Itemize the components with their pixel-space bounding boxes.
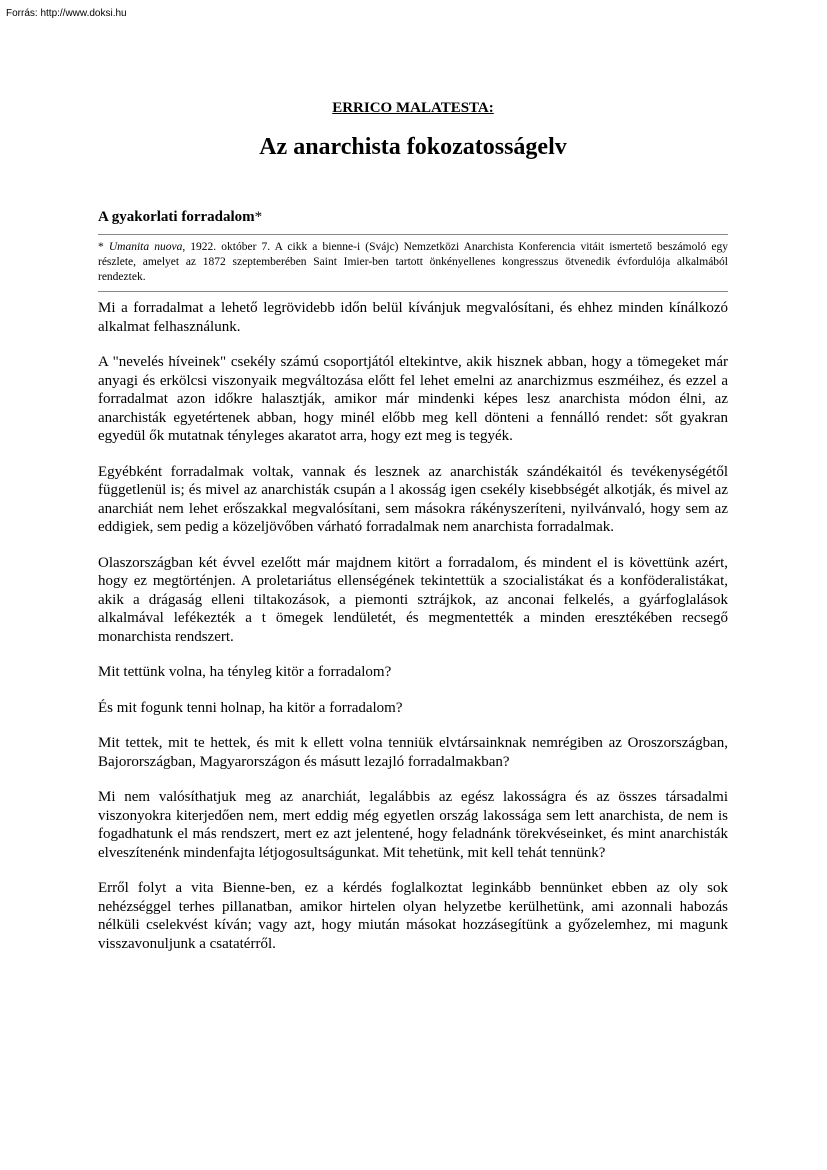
footnote-journal: Umanita nuova: [108, 241, 183, 253]
paragraph-3: Egyébként forradalmak voltak, vannak és lesznek az anarchisták szándékaitól és tevékenységétől függetlenül is; és mivel az anarchisták csupán a l akosság igen csekély kisebbségét alkotják, és mivel az anarchiát nem lehet erőszakkal megvalósítani, sem másokra rákényszeríteni, nyilvánvaló, hogy sem az eddigiek, sem pedig a közeljövőben várható forradalmak nem anarchista forradalmak.: [98, 463, 728, 535]
paragraph-4: Olaszországban két évvel ezelőtt már majdnem kitört a forradalom, és mindent el is követtünk azért, hogy ez megtörténjen. A proletariátus ellenségének tekintettük a szocialistákat és a konföderalistákat, akik a drágaság elleni tiltakozások, a piemonti sztrájkok, az anconai felkelés, a gyárfoglalások alkalmával lefékezték a t ömegek lendületét, és megmentették a minden eresztékében recsegő monarchista rendszert.: [98, 554, 728, 645]
footnote-text: , 1922. október 7. A cikk a bienne-i (Svájc) Nemzetközi Anarchista Konferencia vitáit ismertető beszámoló egy részlete, amelyet az 1872 szeptemberében Saint Imier-ben tartott önkényellenes kongresszus ötvenedik évfordulója alkalmából rendeztek.: [98, 241, 729, 283]
footnote-marker: *: [254, 209, 263, 225]
document-page: [98, 100, 728, 970]
paragraph-6: És mit fogunk tenni holnap, ha kitör a forradalom?: [98, 699, 403, 716]
paragraph-9: Erről folyt a vita Bienne-ben, ez a kérdés foglalkoztat leginkább bennünket ebben az oly sok nehézséggel terhes pillanatban, amikor hirtelen olyan helyzetbe kerülhetünk, ami azonnali habozás nélküli cselekvést kíván; vagy azt, hogy miután másokat hozzásegítünk a győzelemhez, mi magunk visszavonuljunk a csatatérről.: [98, 880, 728, 952]
paragraph-7: Mit tettek, mit te hettek, és mit k ellett volna tenniük elvtársainknak nemrégiben az Oroszországban, Bajorországban, Magyarországon és másutt lezajló forradalmakban?: [98, 735, 728, 770]
section-subtitle: [98, 209, 728, 226]
paragraph-1: Mi a forradalmat a lehető legrövidebb időn belül kívánjuk megvalósítani, és ehhez minden kínálkozó alkalmat felhasználunk.: [98, 300, 728, 335]
paragraph-8: Mi nem valósíthatjuk meg az anarchiát, legalábbis az egész lakosságra és az összes társadalmi viszonyokra kiterjedően nem, mert eddig még egyetlen ország lakossága sem lett anarchista, de nem is fogadhatunk el más rendszert, mert ez azt jelentené, hogy feladnánk törekvéseinket, és mint anarchisták elveszítenénk mindenfajta létjogosultságunkat. Mit tehetünk, mit kell tehát tennünk?: [98, 789, 728, 861]
subtitle-text: A gyakorlati forradalom: [98, 209, 255, 225]
footnote: [98, 234, 728, 292]
source-label: Forrás: http://www.doksi.hu: [6, 8, 127, 19]
footnote-mark: *: [98, 241, 109, 253]
paragraph-5: Mit tettünk volna, ha tényleg kitör a forradalom?: [98, 664, 392, 680]
document-title: Az anarchista fokozatosságelv: [259, 134, 567, 160]
paragraph-2: A "nevelés híveinek" csekély számú csoportjától eltekintve, akik hisznek abban, hogy a tömegeket már anyagi és erkölcsi viszonyaik megváltozása előtt fel lehet emelni az anarchizmus eszméihez, és ezzel a forradalmat azon időkre halasztják, amikor már mindenki képes lesz anarchista módon élni, az anarchisták egyetértenek abban, hogy minél előbb meg kell dönteni a fennálló rendet: sőt gyakran egyedül ők mutatnak tényleges akaratot arra, hogy ezt meg is tegyék.: [98, 354, 728, 444]
author-name: ERRICO MALATESTA:: [332, 100, 494, 116]
